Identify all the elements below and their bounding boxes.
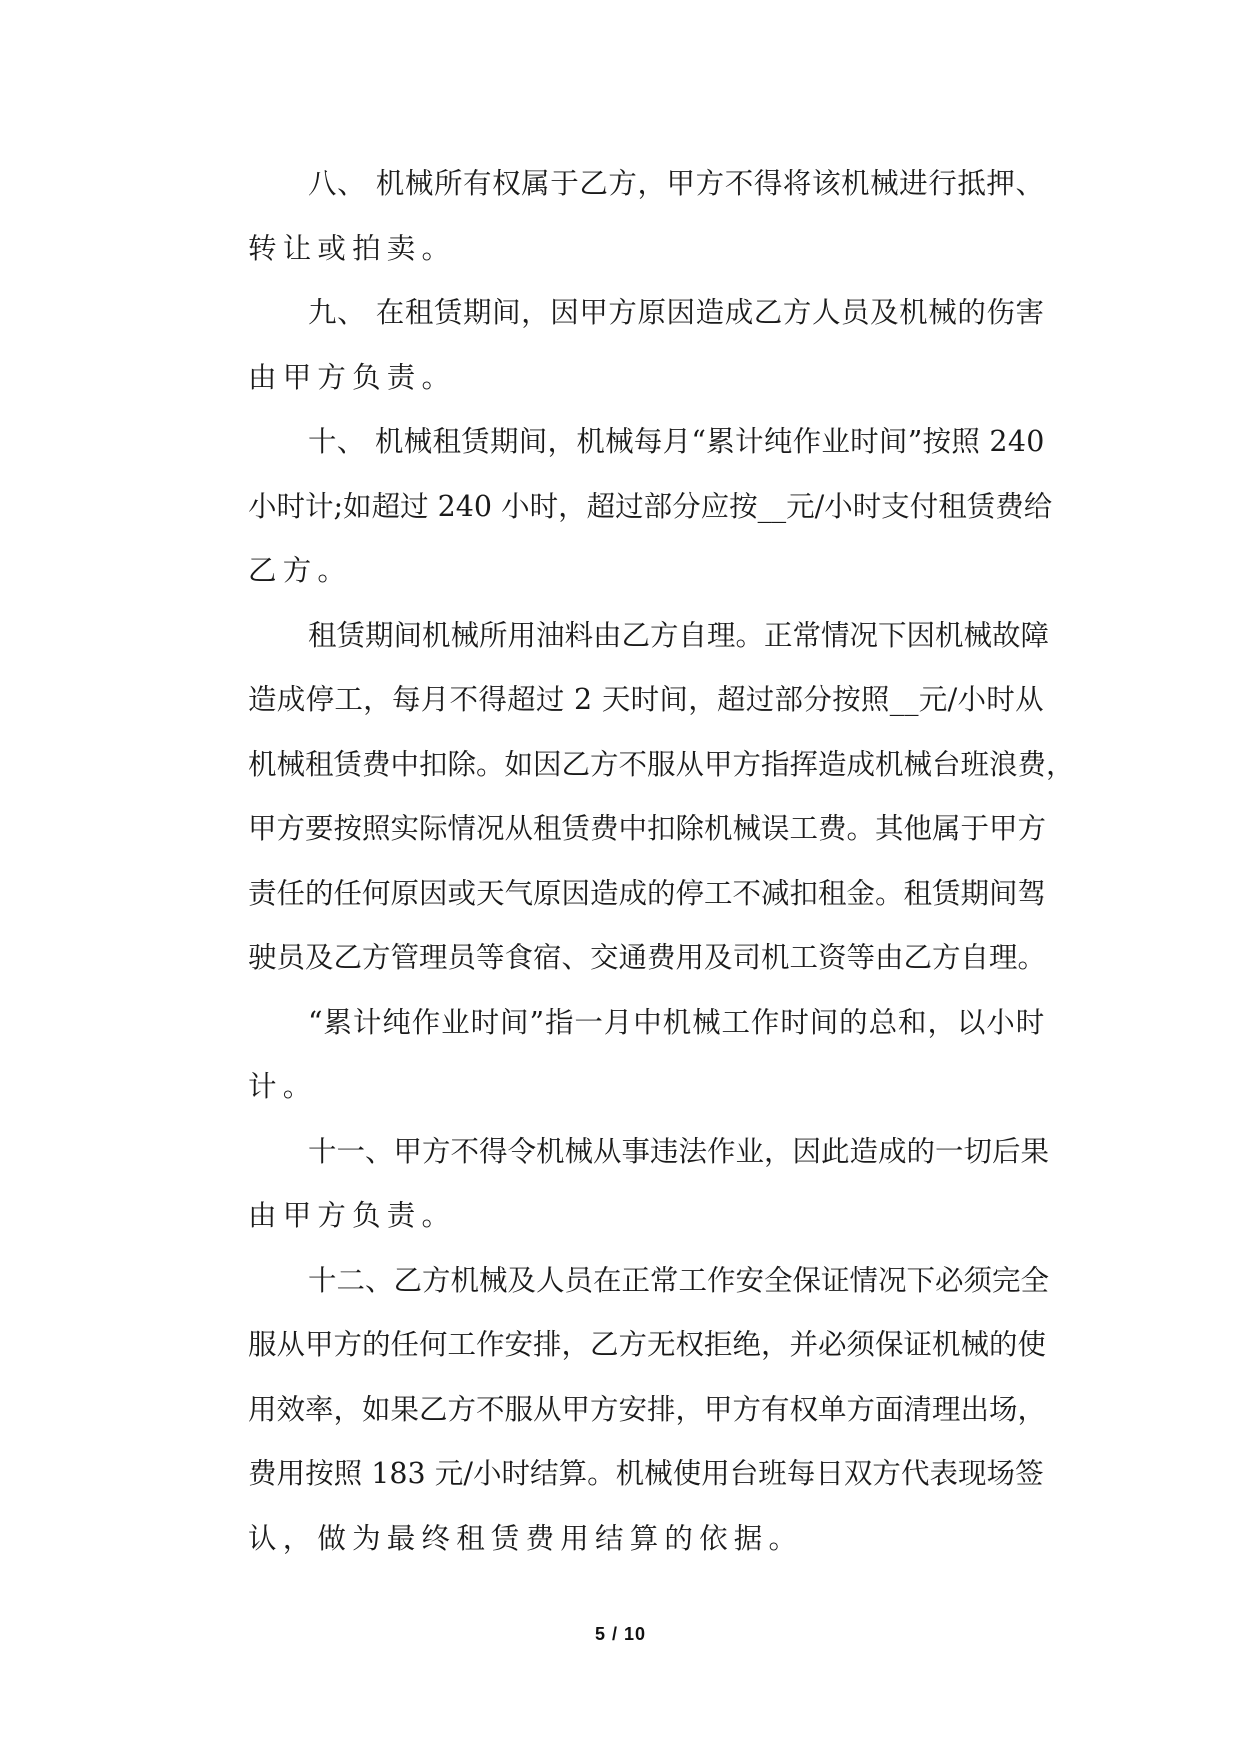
- text-line: 甲方要按照实际情况从租赁费中扣除机械误工费。其他属于甲方: [248, 812, 1047, 845]
- document-body: [190, 152, 1075, 1571]
- text-line: 服从甲方的任何工作安排，乙方无权拒绝，并必须保证机械的使: [248, 1328, 1047, 1361]
- text-line: 十二、乙方机械及人员在正常工作安全保证情况下必须完全: [308, 1263, 1050, 1297]
- text-line: 费用按照 183 元/小时结算。机械使用台班每日双方代表现场签: [248, 1457, 1044, 1490]
- text-line: 十一、甲方不得令机械从事违法作业，因此造成的一切后果: [308, 1134, 1050, 1168]
- text-line: 驶员及乙方管理员等食宿、交通费用及司机工资等由乙方自理。: [248, 941, 1047, 974]
- text-line: 小时计;如超过 240 小时，超过部分应按__元/小时支付租赁费给: [248, 489, 1053, 523]
- text-line: 租赁期间机械所用油料由乙方自理。正常情况下因机械故障: [308, 618, 1050, 652]
- paragraph-clause-10: [190, 410, 1053, 604]
- paragraph-definition: [190, 991, 1050, 1120]
- paragraph-clause-8: [190, 152, 1050, 281]
- text-line: 责任的任何原因或天气原因造成的停工不减扣租金。租赁期间驾: [248, 876, 1047, 910]
- text-line: 机械租赁费中扣除。如因乙方不服从甲方指挥造成机械台班浪费，: [248, 747, 1075, 781]
- paragraph-clause-11: [190, 1120, 1050, 1249]
- text-line: 造成停工，每月不得超过 2 天时间，超过部分按照__元/小时从: [248, 683, 1044, 716]
- text-line: 八、 机械所有权属于乙方，甲方不得将该机械进行抵押、: [308, 167, 1045, 200]
- text-line: 九、 在租赁期间，因甲方原因造成乙方人员及机械的伤害: [308, 296, 1045, 329]
- text-line: 由甲方负责。: [248, 360, 457, 394]
- text-line: 计。: [248, 1070, 318, 1103]
- text-line: 乙方。: [248, 554, 353, 587]
- paragraph-clause-9: [190, 281, 1050, 410]
- page-number: 5 / 10: [594, 1624, 647, 1644]
- paragraph-fuel-and-downtime: [190, 604, 1075, 991]
- text-line: “累计纯作业时间”指一月中机械工作时间的总和，以小时: [308, 1005, 1046, 1039]
- text-line: 由甲方负责。: [248, 1199, 457, 1232]
- text-line: 转让或拍卖。: [248, 231, 457, 265]
- text-line: 十、 机械租赁期间，机械每月“累计纯作业时间”按照 240: [308, 425, 1045, 458]
- paragraph-clause-12: [190, 1249, 1050, 1572]
- text-line: 认，做为最终租赁费用结算的依据。: [248, 1521, 804, 1555]
- text-line: 用效率，如果乙方不服从甲方安排，甲方有权单方面清理出场，: [248, 1392, 1047, 1426]
